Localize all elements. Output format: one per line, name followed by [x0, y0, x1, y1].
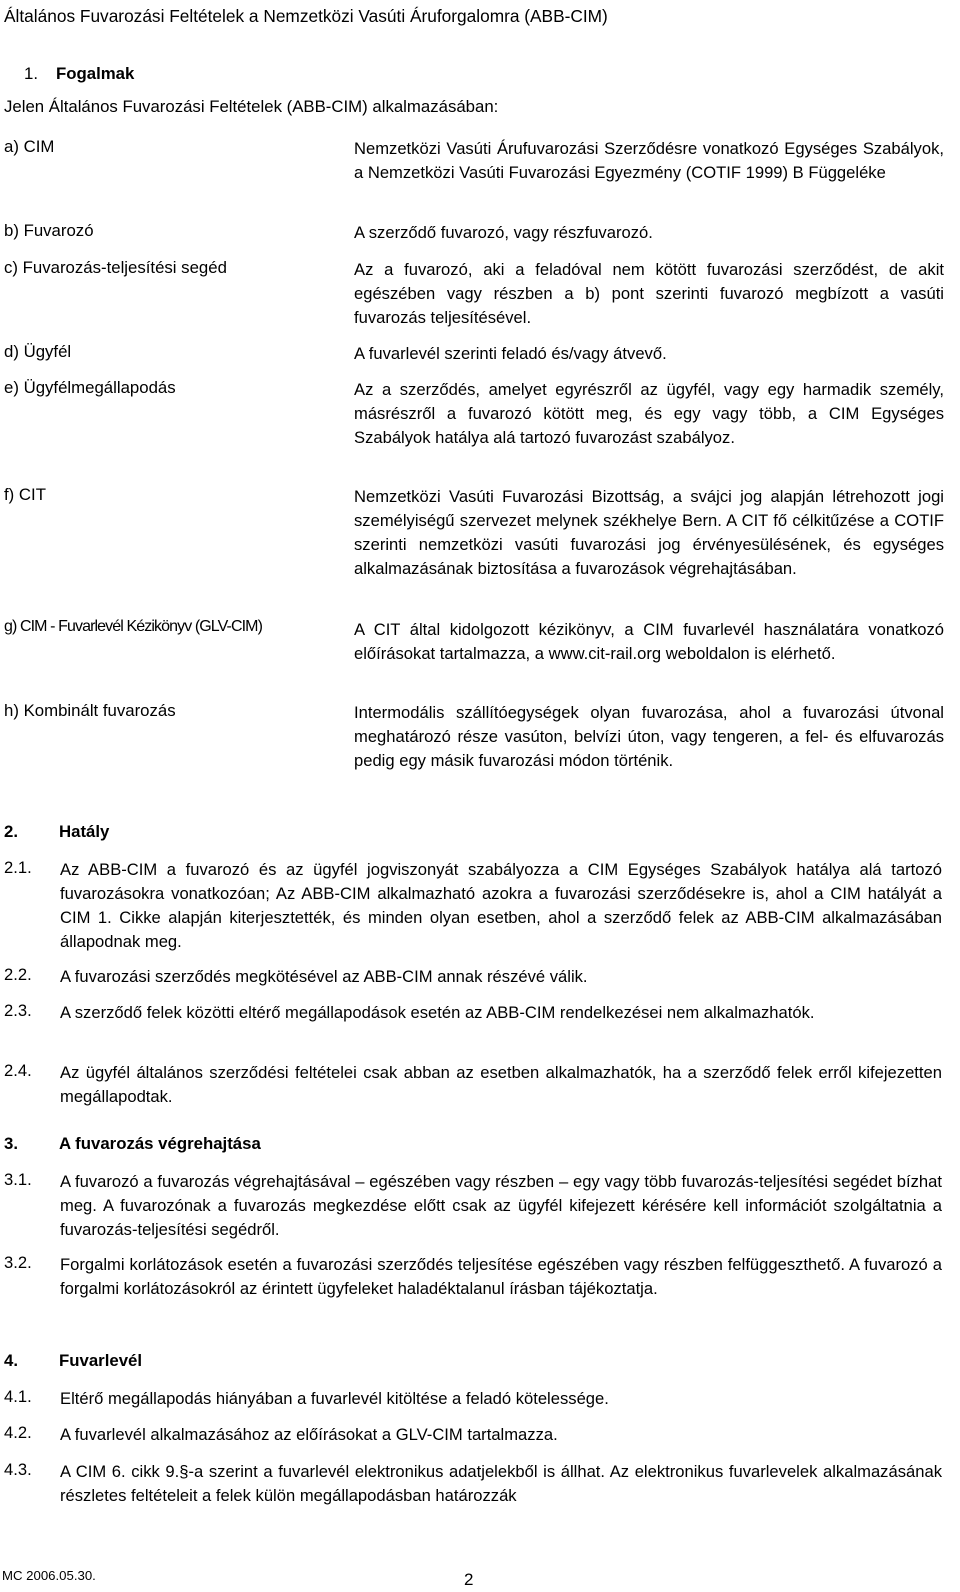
clause-item: [4, 858, 942, 954]
clause-text: A fuvarlevél alkalmazásához az előírásokat a GLV-CIM tartalmazza.: [60, 1425, 558, 1444]
section-number: 4.: [4, 1351, 18, 1370]
clause-text: Az ügyfél általános szerződési feltételei csak abban az esetben alkalmazhatók, ha a szerződő felek erről kifejezetten megállapodtak.: [60, 1063, 942, 1106]
clause-text: Az ABB-CIM a fuvarozó és az ügyfél jogviszonyát szabályozza a CIM Egységes Szabályok hatálya alá tartozó fuvarozásokra vonatkozóan; Az ABB-CIM alkalmazható azokra a fuvarozási szerződésekre is, ahol a CIM hatályát a CIM 1. Cikke alapján kiterjesztették, és minden olyan esetben, ahol a szerződő felek az ABB-CIM alkalmazásában állapodnak meg.: [60, 860, 942, 951]
definition-item: [4, 342, 944, 366]
definition-text: Az a szerződés, amelyet egyrészről az ügyfél, vagy egy harmadik személy, másrészről a fuvarozó kötött meg, és egy vagy több, a CIM Egységes Szabályok hatálya alá tartozó fuvarozást szabályoz.: [354, 380, 944, 447]
document-title: Általános Fuvarozási Feltételek a Nemzetközi Vasúti Áruforgalomra (ABB-CIM): [4, 6, 608, 26]
definition-text: Nemzetközi Vasúti Fuvarozási Bizottság, a svájci jog alapján létrehozott jogi személyiségű szervezet melynek székhelye Bern. A CIT fő célkitűzése a COTIF szerinti nemzetközi vasúti fuvarozási jog érvényesülésének, és egységes alkalmazásának biztosítása a fuvarozások végrehajtásában.: [354, 487, 944, 578]
section-number: 3.: [4, 1134, 18, 1153]
definition-term: g) CIM - Fuvarlevél Kézikönyv (GLV-CIM): [4, 618, 262, 635]
definition-item: [4, 485, 944, 581]
section-title: Fogalmak: [56, 64, 135, 83]
definition-term: d) Ügyfél: [4, 342, 72, 361]
section-1-intro: Jelen Általános Fuvarozási Feltételek (ABB-CIM) alkalmazásában:: [4, 97, 499, 116]
section-3-heading: [4, 1134, 261, 1154]
section-title: Hatály: [59, 822, 110, 841]
definition-text: Az a fuvarozó, aki a feladóval nem kötött fuvarozási szerződést, de akit egészében vagy részben a b) pont szerinti fuvarozó megbízott a vasúti fuvarozás teljesítésével.: [354, 260, 944, 327]
section-title: Fuvarlevél: [59, 1351, 143, 1370]
section-title: A fuvarozás végrehajtása: [59, 1134, 261, 1153]
section-1-heading: [4, 64, 134, 84]
clause-number: 4.2.: [4, 1423, 32, 1442]
definition-term: f) CIT: [4, 485, 46, 504]
section-number: 2.: [4, 822, 18, 841]
definition-term: a) CIM: [4, 137, 55, 156]
clause-number: 2.4.: [4, 1061, 32, 1080]
clause-text: Forgalmi korlátozások esetén a fuvarozási szerződés teljesítése egészében vagy részben felfüggeszthető. A fuvarozó a forgalmi korlátozásokról az érintett ügyfeleket haladéktalanul írásban tájékoztatja.: [60, 1255, 942, 1298]
definition-text: Nemzetközi Vasúti Árufuvarozási Szerződésre vonatkozó Egységes Szabályok, a Nemzetközi Vasúti Fuvarozási Egyezmény (COTIF 1999) B Függeléke: [354, 139, 944, 182]
definition-text: A szerződő fuvarozó, vagy részfuvarozó.: [354, 223, 653, 242]
clause-number: 4.1.: [4, 1387, 32, 1406]
definition-term: h) Kombinált fuvarozás: [4, 701, 176, 720]
definition-item: [4, 378, 944, 450]
clause-item: [4, 1001, 942, 1025]
definition-item: [4, 137, 944, 185]
page-number: 2: [464, 1570, 474, 1589]
clause-item: [4, 1460, 942, 1508]
clause-number: 2.1.: [4, 858, 32, 877]
definition-text: A CIT által kidolgozott kézikönyv, a CIM fuvarlevél használatára vonatkozó előírásokat tartalmazza, a www.cit-rail.org weboldalon is elérhető.: [354, 620, 944, 663]
definition-text: Intermodális szállítóegységek olyan fuvarozása, ahol a fuvarozási útvonal meghatározó része vasúton, belvízi úton, vagy tengeren, a fel- és elfuvarozás pedig egy másik fuvarozási módon történik.: [354, 703, 944, 770]
definition-term: e) Ügyfélmegállapodás: [4, 378, 176, 397]
clause-item: [4, 965, 942, 989]
clause-number: 4.3.: [4, 1460, 32, 1479]
clause-text: A fuvarozási szerződés megkötésével az ABB-CIM annak részévé válik.: [60, 967, 588, 986]
section-number: 1.: [24, 64, 38, 83]
definition-text: A fuvarlevél szerinti feladó és/vagy átvevő.: [354, 344, 667, 363]
clause-text: A fuvarozó a fuvarozás végrehajtásával – egészében vagy részben – egy vagy több fuvarozás-teljesítési segédet bízhat meg. A fuvarozónak a fuvarozás megkezdése előtt csak az ügyfél kifejezett kérésére kell információt szolgáltatnia a fuvarozás-teljesítési segédről.: [60, 1172, 942, 1239]
clause-text: Eltérő megállapodás hiányában a fuvarlevél kitöltése a feladó kötelessége.: [60, 1389, 609, 1408]
clause-number: 2.3.: [4, 1001, 32, 1020]
clause-item: [4, 1170, 942, 1242]
definition-term: b) Fuvarozó: [4, 221, 94, 240]
definition-item: [4, 221, 944, 245]
definition-item: [4, 701, 944, 773]
clause-item: [4, 1253, 942, 1301]
clause-number: 3.1.: [4, 1170, 32, 1189]
section-2-heading: [4, 822, 109, 842]
clause-item: [4, 1061, 942, 1109]
clause-number: 2.2.: [4, 965, 32, 984]
clause-text: A szerződő felek közötti eltérő megállapodások esetén az ABB-CIM rendelkezései nem alkalmazhatók.: [60, 1003, 815, 1022]
clause-text: A CIM 6. cikk 9.§-a szerint a fuvarlevél elektronikus adatjelekből is állhat. Az elektronikus fuvarlevelek alkalmazásának részletes feltételeit a felek külön megállapodásban határozzák: [60, 1462, 942, 1505]
section-4-heading: [4, 1351, 142, 1371]
definition-term: c) Fuvarozás-teljesítési segéd: [4, 258, 227, 277]
definition-item: [4, 258, 944, 330]
clause-item: [4, 1423, 942, 1447]
footer-date: MC 2006.05.30.: [2, 1568, 96, 1583]
definition-item: [4, 618, 944, 666]
clause-item: [4, 1387, 942, 1411]
clause-number: 3.2.: [4, 1253, 32, 1272]
